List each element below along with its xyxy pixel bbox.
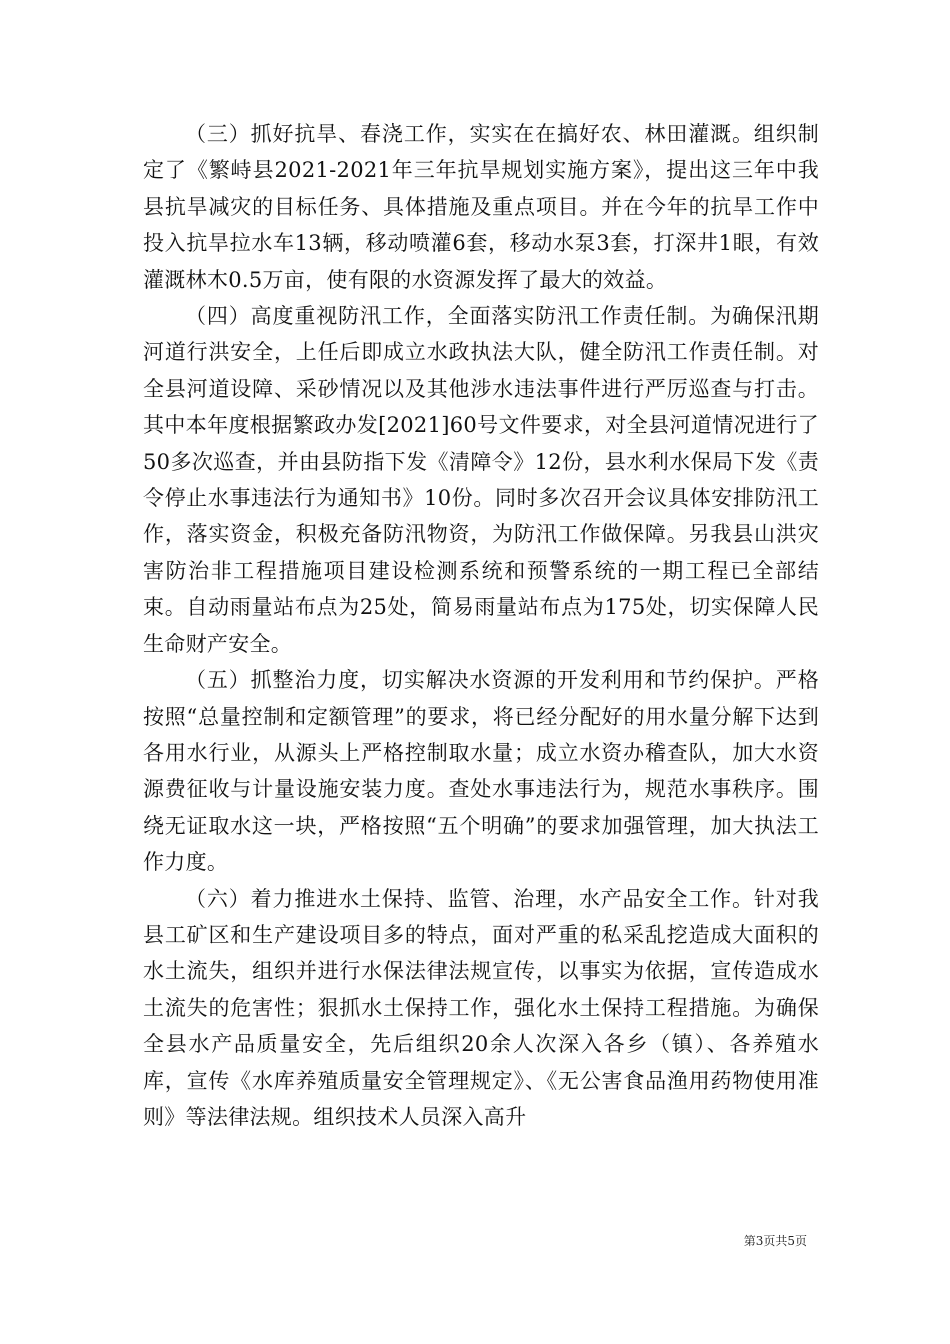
paragraph-soil-conservation: （六）着力推进水土保持、监管、治理，水产品安全工作。针对我县工矿区和生产建设项目多的特点，面对严重的私采乱挖造成大面积的水土流失，组织并进行水保法律法规宣传，以事实为依据，宣传造成水土流失的危害性；狠抓水土保持工作，强化水土保持工程措施。为确保全县水产品质量安全，先后组织20余人次深入各乡（镇）、各养殖水库，宣传《水库养殖质量安全管理规定》、《无公害食品渔用药物使用准则》等法律法规。组织技术人员深入高升 [143,886,819,1129]
paragraph-water-resources: （五）抓整治力度，切实解决水资源的开发利用和节约保护。严格按照“总量控制和定额管理”的要求，将已经分配好的用水量分解下达到各用水行业，从源头上严格控制取水量；成立水资办稽查队，加大水资源费征收与计量设施安装力度。查处水事违法行为，规范水事秩序。围绕无证取水这一块，严格按照“五个明确”的要求加强管理，加大执法工作力度。 [143,668,819,875]
paragraph-flood-control: （四）高度重视防汛工作，全面落实防汛工作责任制。为确保汛期河道行洪安全，上任后即成立水政执法大队，健全防汛工作责任制。对全县河道设障、采砂情况以及其他涉水违法事件进行严厉巡查与打击。其中本年度根据繁政办发[2021]60号文件要求，对全县河道情况进行了50多次巡查，并由县防指下发《清障令》12份，县水利水保局下发《责令停止水事违法行为通知书》10份。同时多次召开会议具体安排防汛工作，落实资金，积极充备防汛物资，为防汛工作做保障。另我县山洪灾害防治非工程措施项目建设检测系统和预警系统的一期工程已全部结束。自动雨量站布点为25处，简易雨量站布点为175处，切实保障人民生命财产安全。 [143,304,819,656]
document-body [143,116,819,1135]
paragraph-drought-relief: （三）抓好抗旱、春浇工作，实实在在搞好农、林田灌溉。组织制定了《繁峙县2021-2021年三年抗旱规划实施方案》，提出这三年中我县抗旱减灾的目标任务、具体措施及重点项目。并在今年的抗旱工作中投入抗旱拉水车13辆，移动喷灌6套，移动水泵3套，打深井1眼，有效灌溉林木0.5万亩，使有限的水资源发挥了最大的效益。 [143,122,819,292]
page-number: 第3页共5页 [743,1234,807,1248]
